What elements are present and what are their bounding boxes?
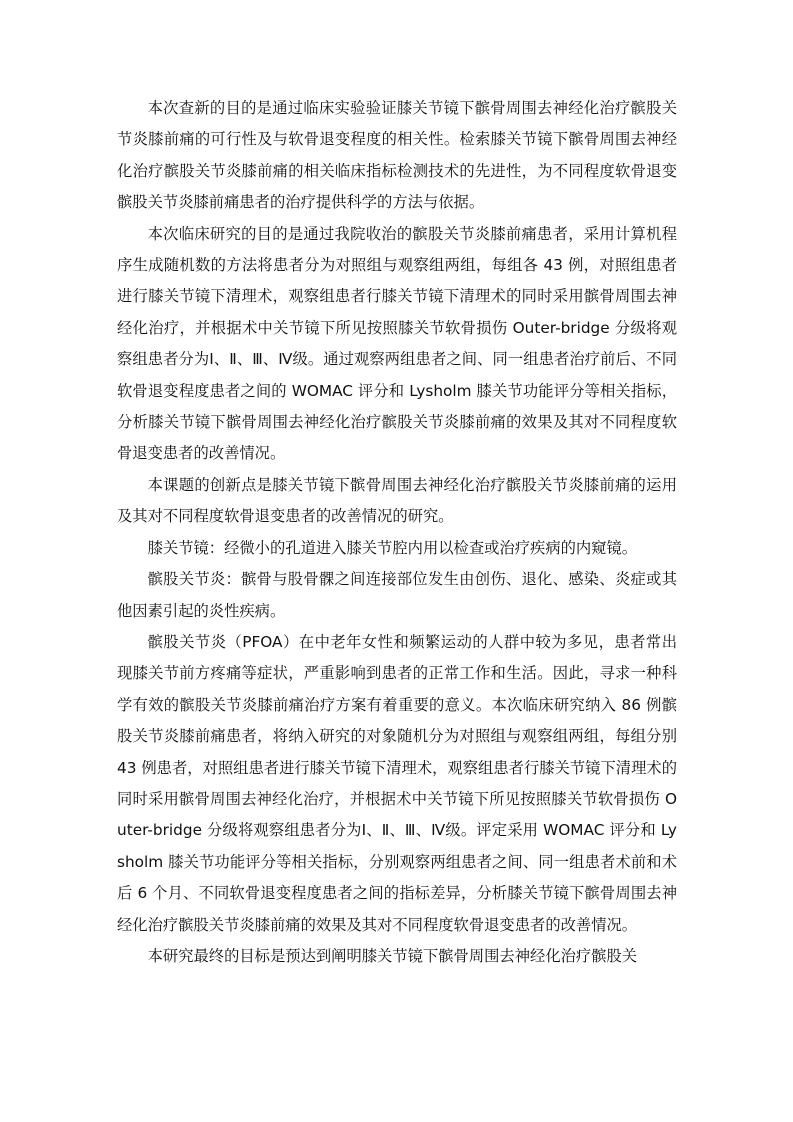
document-body: [117, 93, 677, 972]
paragraph-definition-pfoa: 髌股关节炎：髌骨与股骨髁之间连接部位发生由创伤、退化、感染、炎症或其他因素引起的炎性疾病。: [117, 570, 677, 620]
paragraph-study-design: 本次临床研究的目的是通过我院收治的髌股关节炎膝前痛患者，采用计算机程序生成随机数的方法将患者分为对照组与观察组两组，每组各 43 例，对照组患者进行膝关节镜下清理术，观察组患者行膝关节镜下清理术的同时采用髌骨周围去神经化治疗，并根据术中关节镜下所见按照膝关节软骨损伤 Outer-bridge 分级将观察组患者分为Ⅰ、Ⅱ、Ⅲ、Ⅳ级。通过观察两组患者之间、同一组患者治疗前后、不同软骨退变程度患者之间的 WOMAC 评分和 Lysholm 膝关节功能评分等相关指标，分析膝关节镜下髌骨周围去神经化治疗髌股关节炎膝前痛的效果及其对不同程度软骨退变患者的改善情况。: [117, 224, 677, 463]
paragraph-innovation: 本课题的创新点是膝关节镜下髌骨周围去神经化治疗髌股关节炎膝前痛的运用及其对不同程度软骨退变患者的改善情况的研究。: [117, 475, 677, 526]
paragraph-definition-arthroscope: 膝关节镜：经微小的孔道进入膝关节腔内用以检查或治疗疾病的内窥镜。: [147, 538, 638, 557]
paragraph-purpose: 本次查新的目的是通过临床实验验证膝关节镜下髌骨周围去神经化治疗髌股关节炎膝前痛的可行性及与软骨退变程度的相关性。检索膝关节镜下髌骨周围去神经化治疗髌股关节炎膝前痛的相关临床指标检测技术的先进性，为不同程度软骨退变髌股关节炎膝前痛患者的治疗提供科学的方法与依据。: [117, 99, 677, 212]
paragraph-goal: 本研究最终的目标是预达到阐明膝关节镜下髌骨周围去神经化治疗髌股关: [147, 946, 638, 965]
paragraph-background: 髌股关节炎（PFOA）在中老年女性和频繁运动的人群中较为多见，患者常出现膝关节前方疼痛等症状，严重影响到患者的正常工作和生活。因此，寻求一种科学有效的髌股关节炎膝前痛治疗方案有着重要的意义。本次临床研究纳入 86 例髌股关节炎膝前痛患者，将纳入研究的对象随机分为对照组与观察组两组，每组分别 43 例患者，对照组患者进行膝关节镜下清理术，观察组患者行膝关节镜下清理术的同时采用髌骨周围去神经化治疗，并根据术中关节镜下所见按照膝关节软骨损伤 Outer-bridge 分级将观察组患者分为Ⅰ、Ⅱ、Ⅲ、Ⅳ级。评定采用 WOMAC 评分和 Lysholm 膝关节功能评分等相关指标，分别观察两组患者之间、同一组患者术前和术后 6 个月、不同软骨退变程度患者之间的指标差异，分析膝关节镜下髌骨周围去神经化治疗髌股关节炎膝前痛的效果及其对不同程度软骨退变患者的改善情况。: [117, 632, 677, 934]
